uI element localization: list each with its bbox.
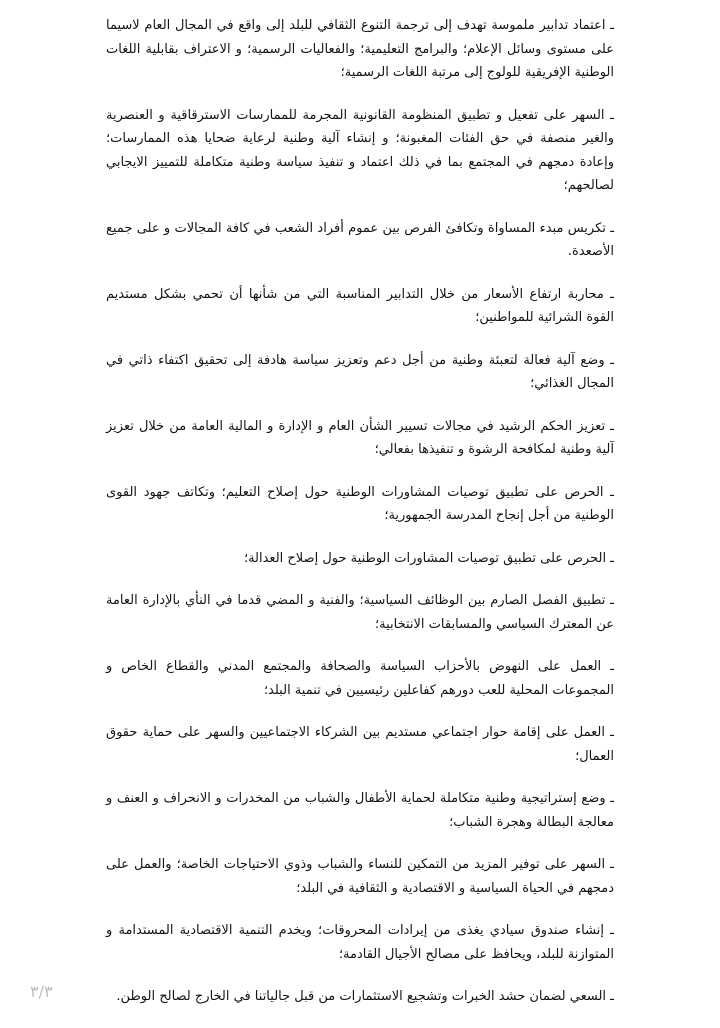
list-item: ـ السعي لضمان حشد الخبرات وتشجيع الاستثمارات من قبل جالياتنا في الخارج لصالح الوطن. — [116, 989, 614, 1004]
list-item: ـ السهر على تفعيل و تطبيق المنظومة القانونية المجرمة للممارسات الاسترقاقية و العنصرية والغير منصفة في حق الفئات المغبونة؛ و إنشاء آلية وطنية لرعاية ضحايا هذه الممارسات؛ وإعادة دمجهم في المجتمع بما في ذلك اعتماد و تنفيذ سياسة وطنية متكاملة للتمييز الايجابي لصالحهم؛ — [106, 107, 614, 193]
list-item: ـ اعتماد تدابير ملموسة تهدف إلى ترجمة التنوع الثقافي للبلد إلى واقع في المجال العام لاسيما على مستوى وسائل الإعلام؛ والبرامج التعليمية؛ والفعاليات الرسمية؛ و الاعتراف بقابلية اللغات الوطنية الإفريقية للولوج إلى مرتبة اللغات الرسمية؛ — [106, 18, 614, 80]
list-item: ـ العمل على إقامة حوار اجتماعي مستديم بين الشركاء الاجتماعيين والسهر على حماية حقوق العمال؛ — [106, 725, 614, 764]
list-item: ـ السهر على توفير المزيد من التمكين للنساء والشباب وذوي الاحتياجات الخاصة؛ والعمل على دمجهم في الحياة السياسية و الاقتصادية و الثقافية في البلد؛ — [106, 857, 614, 896]
list-item: ـ تكريس مبدء المساواة وتكافئ الفرص بين عموم أفراد الشعب في كافة المجالات و على جميع الأصعدة. — [106, 220, 614, 259]
list-item: ـ وضع إستراتيجية وطنية متكاملة لحماية الأطفال والشباب من المخدرات و الانحراف و العنف و معالجة البطالة وهجرة الشباب؛ — [106, 791, 614, 830]
list-item: ـ تطبيق الفصل الصارم بين الوظائف السياسية؛ والفنية و المضي قدما في النأي بالإدارة العامة عن المعترك السياسي والمسابقات الانتخابية؛ — [106, 593, 614, 632]
list-item: ـ وضع آلية فعالة لتعبئة وطنية من أجل دعم وتعزيز سياسة هادفة إلى تحقيق اكتفاء ذاتي في المجال الغذائي؛ — [106, 352, 614, 391]
list-item: ـ الحرص على تطبيق توصيات المشاورات الوطنية حول إصلاح التعليم؛ وتكاتف جهود القوى الوطنية من أجل إنجاح المدرسة الجمهورية؛ — [106, 484, 614, 523]
list-item: ـ محاربة ارتفاع الأسعار من خلال التدابير المناسبة التي من شأنها أن تحمي بشكل مستديم القوة الشرائية للمواطنين؛ — [106, 286, 614, 325]
list-item: ـ إنشاء صندوق سيادي يغذى من إيرادات المحروقات؛ ويخدم التنمية الاقتصادية المستدامة و المتوازنة للبلد، ويحافظ على مصالح الأجيال القادمة؛ — [106, 923, 614, 962]
list-item: ـ تعزيز الحكم الرشيد في مجالات تسيير الشأن العام و الإدارة و المالية العامة من خلال تعزيز آلية وطنية لمكافحة الرشوة و تنفيذها بفعالي؛ — [106, 418, 614, 457]
list-item: ـ الحرص على تطبيق توصيات المشاورات الوطنية حول إصلاح العدالة؛ — [243, 550, 614, 566]
page-number: ٣/٣ — [30, 982, 53, 1001]
document-body — [106, 14, 614, 1028]
list-item: ـ العمل على النهوض بالأحزاب السياسة والصحافة والمجتمع المدني والقطاع الخاص و المجموعات المحلية للعب دورهم كفاعلين رئيسيين في تنمية البلد؛ — [106, 659, 614, 698]
